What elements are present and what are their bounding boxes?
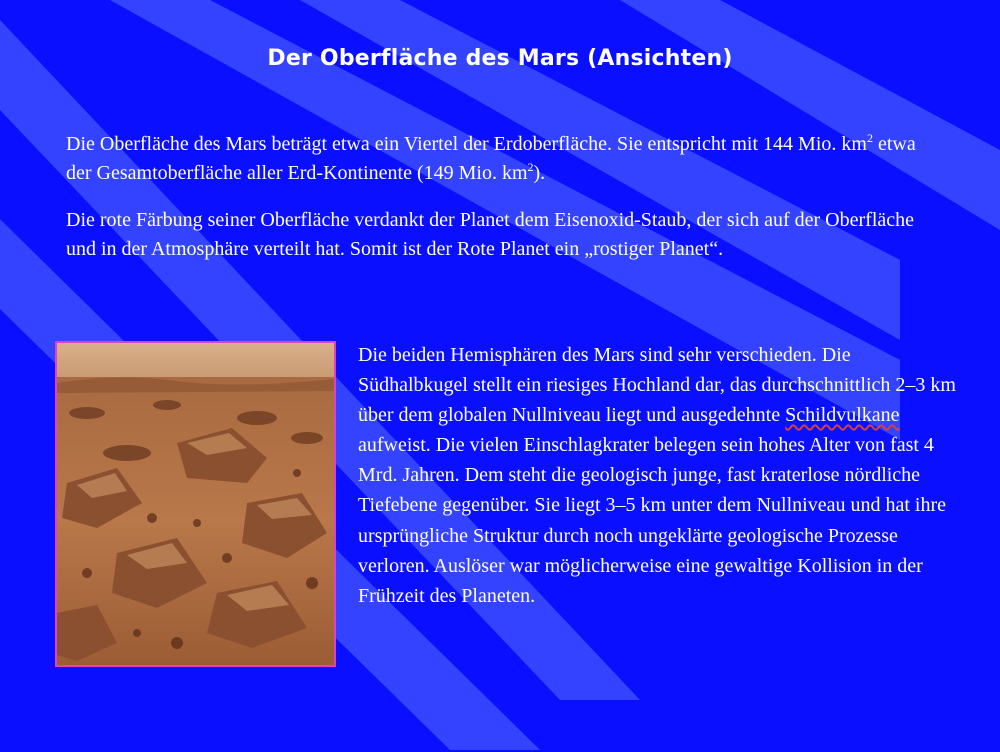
paragraph-hemispheres: Die beiden Hemisphären des Mars sind sehr verschieden. Die Südhalbkugel stellt ein riesiges Hochland dar, das durchschnittlich 2–3 km über dem globalen Nullniveau liegt und ausgedehnte Schildvulkane aufweist. Die vielen Einschlagkrater belegen sein hohes Alter von fast 4 Mrd. Jahren. Dem steht die geologisch junge, fast kraterlose nördliche Tiefebene gegenüber. Sie liegt 3–5 km unter dem Nullniveau und hat ihre ursprüngliche Struktur durch noch ungeklärte geologische Prozesse verloren. Auslöser war möglicherweise eine gewaltige Kollision in der Frühzeit des Planeten. [358,344,956,607]
paragraph-surface-area: Die Oberfläche des Mars beträgt etwa ein Viertel der Erdoberfläche. Sie entspricht mit 144 Mio. $km^2$ etwa der Gesamtoberfläche aller Erd-Kontinente (149 Mio. $km^2$). [66,131,916,184]
slide-title: Der Oberfläche des Mars (Ansichten) [267,46,733,71]
mars-surface-photo [55,341,336,667]
shield-volcano-link[interactable]: Schildvulkane [785,404,900,427]
paragraph-red-color: Die rote Färbung seiner Oberfläche verdankt der Planet dem Eisenoxid-Staub, der sich auf der Oberfläche und in der Atmosphäre verteilt hat. Somit ist der Rote Planet ein „rostiger Planet“. [66,209,915,260]
